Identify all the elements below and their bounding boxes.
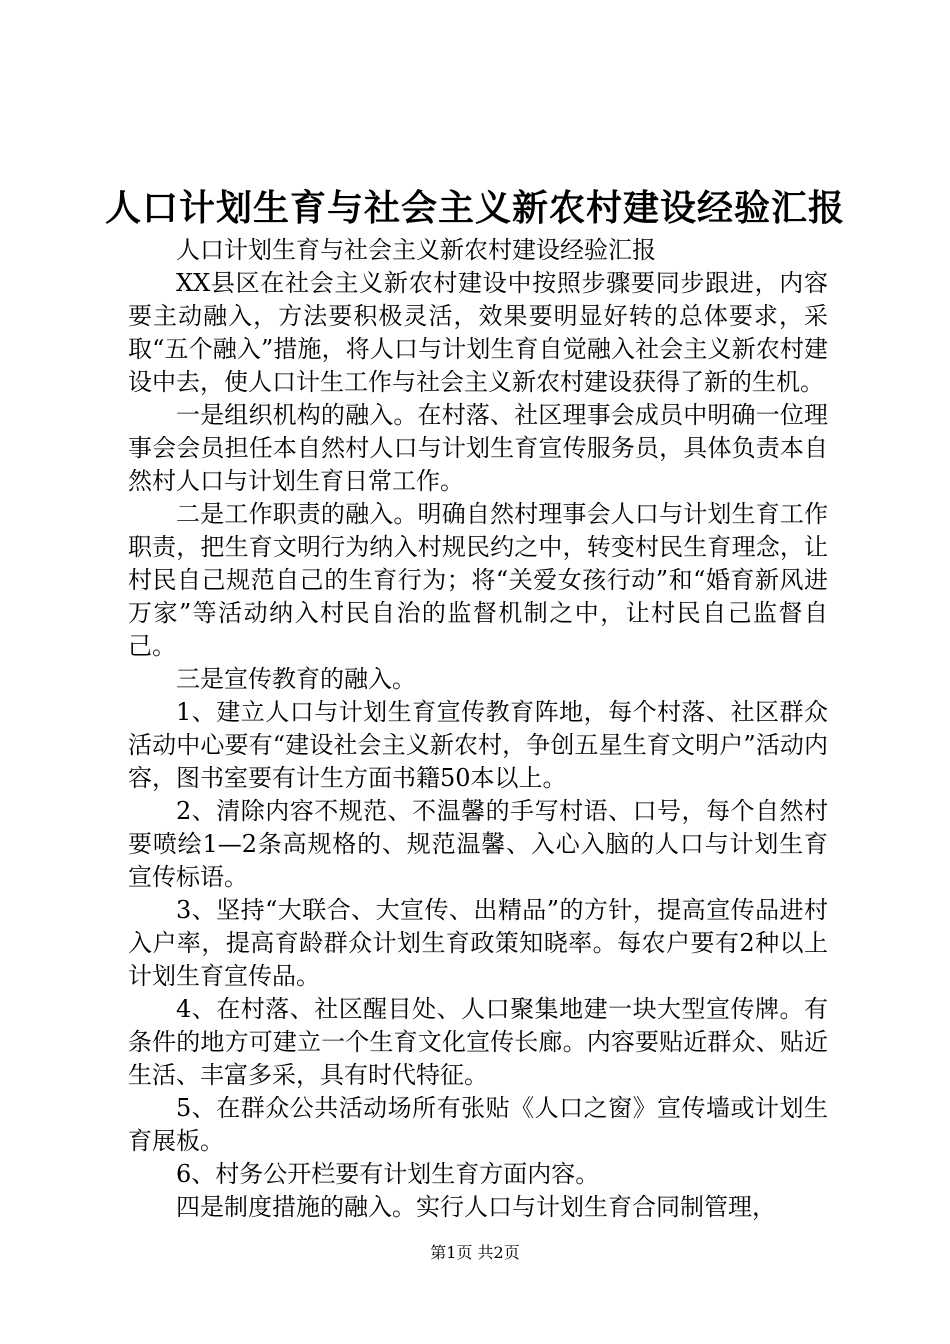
paragraph-item-6: 6、村务公开栏要有计划生育方面内容。 [176,1160,600,1188]
paragraph-measures: 四是制度措施的融入。实行人口与计划生育合同制管理， [176,1193,776,1221]
paragraph-publicity-heading: 三是宣传教育的融入。 [176,665,416,693]
paragraph-item-1: 1、建立人口与计划生育宣传教育阵地，每个村落、社区群众活动中心要有“建设社会主义新农村，争创五星生育文明户”活动内容，图书室要有计生方面书籍50本以上。 [128,698,828,792]
page-footer: 第1页 共2页 [430,1243,520,1262]
paragraph-item-5: 5、在群众公共活动场所有张贴《人口之窗》宣传墙或计划生育展板。 [128,1094,828,1155]
document-title: 人口计划生育与社会主义新农村建设经验汇报 [104,188,845,229]
paragraph-subtitle: 人口计划生育与社会主义新农村建设经验汇报 [176,236,656,264]
document-body [128,234,828,1224]
paragraph-duties: 二是工作职责的融入。明确自然村理事会人口与计划生育工作职责，把生育文明行为纳入村规民约之中，转变村民生育理念，让村民自己规范自己的生育行为；将“关爱女孩行动”和“婚育新风进万家”等活动纳入村民自治的监督机制之中，让村民自己监督自己。 [128,500,828,660]
paragraph-item-4: 4、在村落、社区醒目处、人口聚集地建一块大型宣传牌。有条件的地方可建立一个生育文化宣传长廊。内容要贴近群众、贴近生活、丰富多采，具有时代特征。 [128,995,828,1089]
paragraph-item-3: 3、坚持“大联合、大宣传、出精品”的方针，提高宣传品进村入户率，提高育龄群众计划生育政策知晓率。每农户要有2种以上计划生育宣传品。 [128,896,828,990]
paragraph-organization: 一是组织机构的融入。在村落、社区理事会成员中明确一位理事会会员担任本自然村人口与计划生育宣传服务员，具体负责本自然村人口与计划生育日常工作。 [128,401,828,495]
paragraph-item-2: 2、清除内容不规范、不温馨的手写村语、口号，每个自然村要喷绘1—2条高规格的、规范温馨、入心入脑的人口与计划生育宣传标语。 [128,797,828,891]
paragraph-intro: XX县区在社会主义新农村建设中按照步骤要同步跟进，内容要主动融入，方法要积极灵活，效果要明显好转的总体要求，采取“五个融入”措施，将人口与计划生育自觉融入社会主义新农村建设中去，使人口计生工作与社会主义新农村建设获得了新的生机。 [128,269,828,396]
